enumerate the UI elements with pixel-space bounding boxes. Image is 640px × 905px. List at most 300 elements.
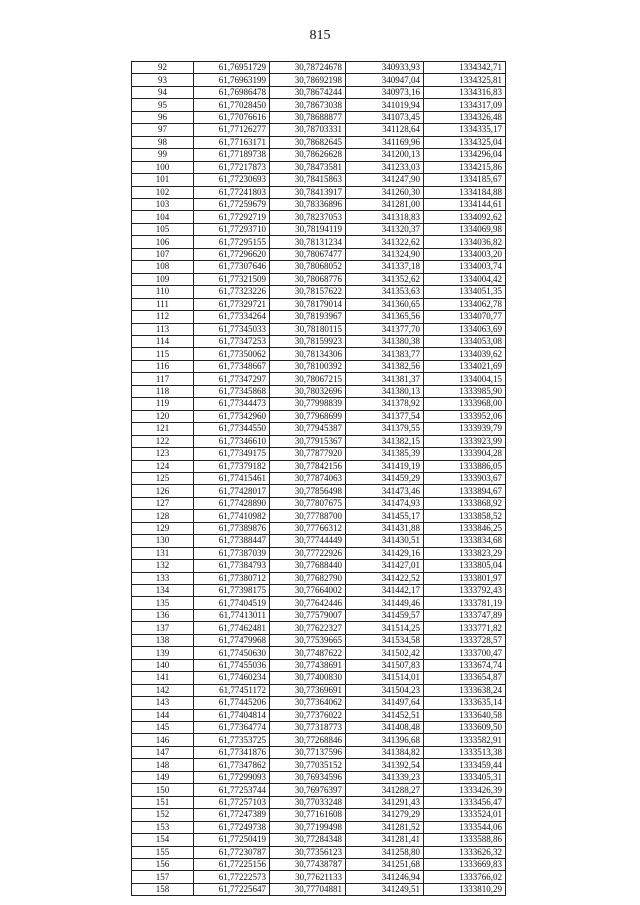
y-coordinate-cell: 1333635,14 <box>424 697 506 709</box>
point-number-cell: 119 <box>132 398 194 410</box>
latitude-cell: 61,77253744 <box>194 784 270 796</box>
longitude-cell: 30,78682645 <box>270 136 346 148</box>
point-number-cell: 101 <box>132 174 194 186</box>
point-number-cell: 143 <box>132 697 194 709</box>
table-row <box>132 622 506 634</box>
table-row <box>132 560 506 572</box>
x-coordinate-cell: 341459,57 <box>346 609 424 621</box>
table-row <box>132 198 506 210</box>
longitude-cell: 30,77539665 <box>270 634 346 646</box>
latitude-cell: 61,77410982 <box>194 510 270 522</box>
point-number-cell: 141 <box>132 672 194 684</box>
latitude-cell: 61,77347862 <box>194 759 270 771</box>
y-coordinate-cell: 1333700,47 <box>424 647 506 659</box>
x-coordinate-cell: 341507,83 <box>346 659 424 671</box>
point-number-cell: 92 <box>132 62 194 74</box>
table-row <box>132 609 506 621</box>
x-coordinate-cell: 341380,38 <box>346 335 424 347</box>
point-number-cell: 113 <box>132 323 194 335</box>
point-number-cell: 124 <box>132 460 194 472</box>
point-number-cell: 112 <box>132 311 194 323</box>
latitude-cell: 61,77334264 <box>194 311 270 323</box>
latitude-cell: 61,77345868 <box>194 385 270 397</box>
y-coordinate-cell: 1333923,99 <box>424 435 506 447</box>
x-coordinate-cell: 341247,90 <box>346 174 424 186</box>
latitude-cell: 61,77247389 <box>194 809 270 821</box>
x-coordinate-cell: 341442,17 <box>346 585 424 597</box>
point-number-cell: 153 <box>132 821 194 833</box>
point-number-cell: 138 <box>132 634 194 646</box>
y-coordinate-cell: 1334062,78 <box>424 298 506 310</box>
x-coordinate-cell: 341322,62 <box>346 236 424 248</box>
y-coordinate-cell: 1333858,52 <box>424 510 506 522</box>
longitude-cell: 30,77744449 <box>270 535 346 547</box>
table-row <box>132 435 506 447</box>
point-number-cell: 120 <box>132 410 194 422</box>
table-row <box>132 697 506 709</box>
x-coordinate-cell: 341383,77 <box>346 348 424 360</box>
y-coordinate-cell: 1333405,31 <box>424 771 506 783</box>
y-coordinate-cell: 1333834,68 <box>424 535 506 547</box>
x-coordinate-cell: 341396,68 <box>346 734 424 746</box>
y-coordinate-cell: 1333766,02 <box>424 871 506 883</box>
point-number-cell: 147 <box>132 746 194 758</box>
y-coordinate-cell: 1333868,92 <box>424 497 506 509</box>
table-row <box>132 423 506 435</box>
table-row <box>132 647 506 659</box>
point-number-cell: 96 <box>132 111 194 123</box>
longitude-cell: 30,77968699 <box>270 410 346 422</box>
x-coordinate-cell: 341429,16 <box>346 547 424 559</box>
x-coordinate-cell: 341249,51 <box>346 883 424 895</box>
point-number-cell: 117 <box>132 373 194 385</box>
table-row <box>132 522 506 534</box>
y-coordinate-cell: 1333609,50 <box>424 722 506 734</box>
x-coordinate-cell: 341455,17 <box>346 510 424 522</box>
latitude-cell: 61,77348667 <box>194 360 270 372</box>
table-row <box>132 136 506 148</box>
longitude-cell: 30,77642446 <box>270 597 346 609</box>
longitude-cell: 30,78067215 <box>270 373 346 385</box>
x-coordinate-cell: 341288,27 <box>346 784 424 796</box>
table-row <box>132 348 506 360</box>
table-row <box>132 759 506 771</box>
table-row <box>132 809 506 821</box>
latitude-cell: 61,77230787 <box>194 846 270 858</box>
point-number-cell: 152 <box>132 809 194 821</box>
latitude-cell: 61,77455036 <box>194 659 270 671</box>
latitude-cell: 61,77076616 <box>194 111 270 123</box>
longitude-cell: 30,77356123 <box>270 846 346 858</box>
longitude-cell: 30,78131234 <box>270 236 346 248</box>
y-coordinate-cell: 1333459,44 <box>424 759 506 771</box>
table-row <box>132 448 506 460</box>
latitude-cell: 61,77293710 <box>194 223 270 235</box>
y-coordinate-cell: 1334326,48 <box>424 111 506 123</box>
latitude-cell: 61,77341876 <box>194 746 270 758</box>
x-coordinate-cell: 341381,37 <box>346 373 424 385</box>
point-number-cell: 99 <box>132 149 194 161</box>
point-number-cell: 157 <box>132 871 194 883</box>
point-number-cell: 145 <box>132 722 194 734</box>
x-coordinate-cell: 341281,41 <box>346 834 424 846</box>
point-number-cell: 97 <box>132 124 194 136</box>
table-row <box>132 410 506 422</box>
table-row <box>132 74 506 86</box>
longitude-cell: 30,78159923 <box>270 335 346 347</box>
longitude-cell: 30,77137596 <box>270 746 346 758</box>
latitude-cell: 61,77479968 <box>194 634 270 646</box>
table-row <box>132 298 506 310</box>
longitude-cell: 30,78157622 <box>270 286 346 298</box>
y-coordinate-cell: 1333674,74 <box>424 659 506 671</box>
point-number-cell: 116 <box>132 360 194 372</box>
longitude-cell: 30,77268846 <box>270 734 346 746</box>
latitude-cell: 61,77299093 <box>194 771 270 783</box>
longitude-cell: 30,76934596 <box>270 771 346 783</box>
longitude-cell: 30,77877920 <box>270 448 346 460</box>
x-coordinate-cell: 341337,18 <box>346 261 424 273</box>
point-number-cell: 156 <box>132 859 194 871</box>
latitude-cell: 61,77259679 <box>194 198 270 210</box>
point-number-cell: 132 <box>132 560 194 572</box>
y-coordinate-cell: 1333805,04 <box>424 560 506 572</box>
table-row <box>132 86 506 98</box>
latitude-cell: 61,77380712 <box>194 572 270 584</box>
x-coordinate-cell: 341246,94 <box>346 871 424 883</box>
x-coordinate-cell: 341382,56 <box>346 360 424 372</box>
y-coordinate-cell: 1334144,61 <box>424 198 506 210</box>
table-row <box>132 311 506 323</box>
longitude-cell: 30,77874063 <box>270 472 346 484</box>
table-row <box>132 634 506 646</box>
longitude-cell: 30,78194119 <box>270 223 346 235</box>
point-number-cell: 136 <box>132 609 194 621</box>
longitude-cell: 30,78032696 <box>270 385 346 397</box>
latitude-cell: 61,77460234 <box>194 672 270 684</box>
table-row <box>132 597 506 609</box>
point-number-cell: 137 <box>132 622 194 634</box>
point-number-cell: 111 <box>132 298 194 310</box>
latitude-cell: 61,77249738 <box>194 821 270 833</box>
y-coordinate-cell: 1333985,90 <box>424 385 506 397</box>
point-number-cell: 130 <box>132 535 194 547</box>
table-row <box>132 796 506 808</box>
y-coordinate-cell: 1334215,86 <box>424 161 506 173</box>
y-coordinate-cell: 1334184,88 <box>424 186 506 198</box>
point-number-cell: 154 <box>132 834 194 846</box>
longitude-cell: 30,77035152 <box>270 759 346 771</box>
x-coordinate-cell: 341514,01 <box>346 672 424 684</box>
y-coordinate-cell: 1334185,67 <box>424 174 506 186</box>
point-number-cell: 123 <box>132 448 194 460</box>
point-number-cell: 146 <box>132 734 194 746</box>
latitude-cell: 61,77451172 <box>194 684 270 696</box>
table-row <box>132 672 506 684</box>
y-coordinate-cell: 1333426,39 <box>424 784 506 796</box>
x-coordinate-cell: 341427,01 <box>346 560 424 572</box>
latitude-cell: 61,77428017 <box>194 485 270 497</box>
latitude-cell: 61,76963199 <box>194 74 270 86</box>
longitude-cell: 30,78134306 <box>270 348 346 360</box>
table-row <box>132 883 506 895</box>
point-number-cell: 110 <box>132 286 194 298</box>
longitude-cell: 30,77438691 <box>270 659 346 671</box>
point-number-cell: 158 <box>132 883 194 895</box>
latitude-cell: 61,77462481 <box>194 622 270 634</box>
latitude-cell: 61,77347297 <box>194 373 270 385</box>
x-coordinate-cell: 341431,88 <box>346 522 424 534</box>
point-number-cell: 125 <box>132 472 194 484</box>
x-coordinate-cell: 341452,51 <box>346 709 424 721</box>
latitude-cell: 61,77344473 <box>194 398 270 410</box>
table-row <box>132 161 506 173</box>
y-coordinate-cell: 1333886,05 <box>424 460 506 472</box>
longitude-cell: 30,78100392 <box>270 360 346 372</box>
table-row <box>132 149 506 161</box>
latitude-cell: 61,76951729 <box>194 62 270 74</box>
latitude-cell: 61,77126277 <box>194 124 270 136</box>
y-coordinate-cell: 1333771,82 <box>424 622 506 634</box>
table-row <box>132 186 506 198</box>
latitude-cell: 61,77404519 <box>194 597 270 609</box>
latitude-cell: 61,77404814 <box>194 709 270 721</box>
y-coordinate-cell: 1333728,57 <box>424 634 506 646</box>
point-number-cell: 142 <box>132 684 194 696</box>
point-number-cell: 106 <box>132 236 194 248</box>
y-coordinate-cell: 1334325,04 <box>424 136 506 148</box>
x-coordinate-cell: 341324,90 <box>346 248 424 260</box>
latitude-cell: 61,77389876 <box>194 522 270 534</box>
point-number-cell: 114 <box>132 335 194 347</box>
longitude-cell: 30,77161608 <box>270 809 346 821</box>
point-number-cell: 102 <box>132 186 194 198</box>
longitude-cell: 30,78067477 <box>270 248 346 260</box>
point-number-cell: 139 <box>132 647 194 659</box>
latitude-cell: 61,77415461 <box>194 472 270 484</box>
table-row <box>132 771 506 783</box>
x-coordinate-cell: 341281,00 <box>346 198 424 210</box>
table-row <box>132 124 506 136</box>
point-number-cell: 115 <box>132 348 194 360</box>
latitude-cell: 61,77230693 <box>194 174 270 186</box>
y-coordinate-cell: 1333638,24 <box>424 684 506 696</box>
latitude-cell: 61,77346610 <box>194 435 270 447</box>
table-row <box>132 784 506 796</box>
table-row <box>132 385 506 397</box>
x-coordinate-cell: 341384,82 <box>346 746 424 758</box>
x-coordinate-cell: 341339,23 <box>346 771 424 783</box>
latitude-cell: 61,77353725 <box>194 734 270 746</box>
latitude-cell: 61,77345033 <box>194 323 270 335</box>
longitude-cell: 30,78237053 <box>270 211 346 223</box>
table-row <box>132 460 506 472</box>
longitude-cell: 30,77487622 <box>270 647 346 659</box>
longitude-cell: 30,77807675 <box>270 497 346 509</box>
longitude-cell: 30,77033248 <box>270 796 346 808</box>
longitude-cell: 30,78724678 <box>270 62 346 74</box>
y-coordinate-cell: 1334039,62 <box>424 348 506 360</box>
latitude-cell: 61,77222573 <box>194 871 270 883</box>
point-number-cell: 140 <box>132 659 194 671</box>
latitude-cell: 61,77350062 <box>194 348 270 360</box>
point-number-cell: 107 <box>132 248 194 260</box>
y-coordinate-cell: 1333904,28 <box>424 448 506 460</box>
y-coordinate-cell: 1334092,62 <box>424 211 506 223</box>
point-number-cell: 94 <box>132 86 194 98</box>
point-number-cell: 128 <box>132 510 194 522</box>
x-coordinate-cell: 340973,16 <box>346 86 424 98</box>
y-coordinate-cell: 1333846,25 <box>424 522 506 534</box>
y-coordinate-cell: 1333640,58 <box>424 709 506 721</box>
x-coordinate-cell: 341377,54 <box>346 410 424 422</box>
longitude-cell: 30,76976397 <box>270 784 346 796</box>
longitude-cell: 30,77369691 <box>270 684 346 696</box>
table-row <box>132 659 506 671</box>
longitude-cell: 30,78692198 <box>270 74 346 86</box>
table-row <box>132 510 506 522</box>
x-coordinate-cell: 341408,48 <box>346 722 424 734</box>
longitude-cell: 30,77945387 <box>270 423 346 435</box>
table-row <box>132 585 506 597</box>
x-coordinate-cell: 341128,64 <box>346 124 424 136</box>
latitude-cell: 61,77379182 <box>194 460 270 472</box>
y-coordinate-cell: 1333952,06 <box>424 410 506 422</box>
latitude-cell: 61,77189738 <box>194 149 270 161</box>
longitude-cell: 30,77688440 <box>270 560 346 572</box>
longitude-cell: 30,77438787 <box>270 859 346 871</box>
y-coordinate-cell: 1334070,77 <box>424 311 506 323</box>
y-coordinate-cell: 1333939,79 <box>424 423 506 435</box>
latitude-cell: 61,77323226 <box>194 286 270 298</box>
longitude-cell: 30,77998839 <box>270 398 346 410</box>
point-number-cell: 127 <box>132 497 194 509</box>
point-number-cell: 133 <box>132 572 194 584</box>
point-number-cell: 155 <box>132 846 194 858</box>
table-row <box>132 535 506 547</box>
latitude-cell: 61,77292719 <box>194 211 270 223</box>
latitude-cell: 61,77296620 <box>194 248 270 260</box>
table-row <box>132 223 506 235</box>
longitude-cell: 30,78703331 <box>270 124 346 136</box>
point-number-cell: 93 <box>132 74 194 86</box>
point-number-cell: 129 <box>132 522 194 534</box>
longitude-cell: 30,77364062 <box>270 697 346 709</box>
table-row <box>132 360 506 372</box>
y-coordinate-cell: 1333588,86 <box>424 834 506 846</box>
point-number-cell: 134 <box>132 585 194 597</box>
table-row <box>132 211 506 223</box>
point-number-cell: 100 <box>132 161 194 173</box>
x-coordinate-cell: 341360,65 <box>346 298 424 310</box>
latitude-cell: 61,77413011 <box>194 609 270 621</box>
y-coordinate-cell: 1333524,01 <box>424 809 506 821</box>
y-coordinate-cell: 1333894,67 <box>424 485 506 497</box>
y-coordinate-cell: 1333582,91 <box>424 734 506 746</box>
y-coordinate-cell: 1333823,29 <box>424 547 506 559</box>
point-number-cell: 135 <box>132 597 194 609</box>
y-coordinate-cell: 1333747,89 <box>424 609 506 621</box>
point-number-cell: 144 <box>132 709 194 721</box>
table-row <box>132 373 506 385</box>
latitude-cell: 61,77250419 <box>194 834 270 846</box>
longitude-cell: 30,77199498 <box>270 821 346 833</box>
longitude-cell: 30,77856498 <box>270 485 346 497</box>
longitude-cell: 30,77722926 <box>270 547 346 559</box>
table-row <box>132 821 506 833</box>
latitude-cell: 61,77225647 <box>194 883 270 895</box>
latitude-cell: 61,77163171 <box>194 136 270 148</box>
latitude-cell: 61,77344550 <box>194 423 270 435</box>
y-coordinate-cell: 1334335,17 <box>424 124 506 136</box>
x-coordinate-cell: 341377,70 <box>346 323 424 335</box>
page-number: 815 <box>309 28 331 43</box>
longitude-cell: 30,78626628 <box>270 149 346 161</box>
x-coordinate-cell: 341497,64 <box>346 697 424 709</box>
y-coordinate-cell: 1334296,04 <box>424 149 506 161</box>
latitude-cell: 61,77217873 <box>194 161 270 173</box>
table-row <box>132 722 506 734</box>
latitude-cell: 61,77428890 <box>194 497 270 509</box>
latitude-cell: 61,77387039 <box>194 547 270 559</box>
latitude-cell: 61,77307646 <box>194 261 270 273</box>
x-coordinate-cell: 341281,52 <box>346 821 424 833</box>
x-coordinate-cell: 341419,19 <box>346 460 424 472</box>
y-coordinate-cell: 1334051,35 <box>424 286 506 298</box>
longitude-cell: 30,77766312 <box>270 522 346 534</box>
longitude-cell: 30,78688877 <box>270 111 346 123</box>
longitude-cell: 30,77621133 <box>270 871 346 883</box>
point-number-cell: 109 <box>132 273 194 285</box>
y-coordinate-cell: 1333968,00 <box>424 398 506 410</box>
x-coordinate-cell: 341258,80 <box>346 846 424 858</box>
table-row <box>132 286 506 298</box>
point-number-cell: 95 <box>132 99 194 111</box>
longitude-cell: 30,78179014 <box>270 298 346 310</box>
x-coordinate-cell: 341422,52 <box>346 572 424 584</box>
longitude-cell: 30,77284348 <box>270 834 346 846</box>
longitude-cell: 30,77704881 <box>270 883 346 895</box>
longitude-cell: 30,77842156 <box>270 460 346 472</box>
x-coordinate-cell: 341200,13 <box>346 149 424 161</box>
x-coordinate-cell: 341392,54 <box>346 759 424 771</box>
table-row <box>132 572 506 584</box>
x-coordinate-cell: 341474,93 <box>346 497 424 509</box>
y-coordinate-cell: 1334325,81 <box>424 74 506 86</box>
latitude-cell: 61,77321509 <box>194 273 270 285</box>
latitude-cell: 61,77445206 <box>194 697 270 709</box>
x-coordinate-cell: 341534,58 <box>346 634 424 646</box>
latitude-cell: 61,77342960 <box>194 410 270 422</box>
coordinates-table-body <box>132 62 506 896</box>
latitude-cell: 61,77225156 <box>194 859 270 871</box>
x-coordinate-cell: 341378,92 <box>346 398 424 410</box>
y-coordinate-cell: 1333781,19 <box>424 597 506 609</box>
y-coordinate-cell: 1334342,71 <box>424 62 506 74</box>
longitude-cell: 30,77400830 <box>270 672 346 684</box>
y-coordinate-cell: 1334036,82 <box>424 236 506 248</box>
latitude-cell: 61,77295155 <box>194 236 270 248</box>
point-number-cell: 103 <box>132 198 194 210</box>
longitude-cell: 30,78673038 <box>270 99 346 111</box>
y-coordinate-cell: 1334317,09 <box>424 99 506 111</box>
y-coordinate-cell: 1333513,38 <box>424 746 506 758</box>
latitude-cell: 61,77388447 <box>194 535 270 547</box>
table-row <box>132 746 506 758</box>
point-number-cell: 118 <box>132 385 194 397</box>
y-coordinate-cell: 1334004,42 <box>424 273 506 285</box>
x-coordinate-cell: 341291,43 <box>346 796 424 808</box>
